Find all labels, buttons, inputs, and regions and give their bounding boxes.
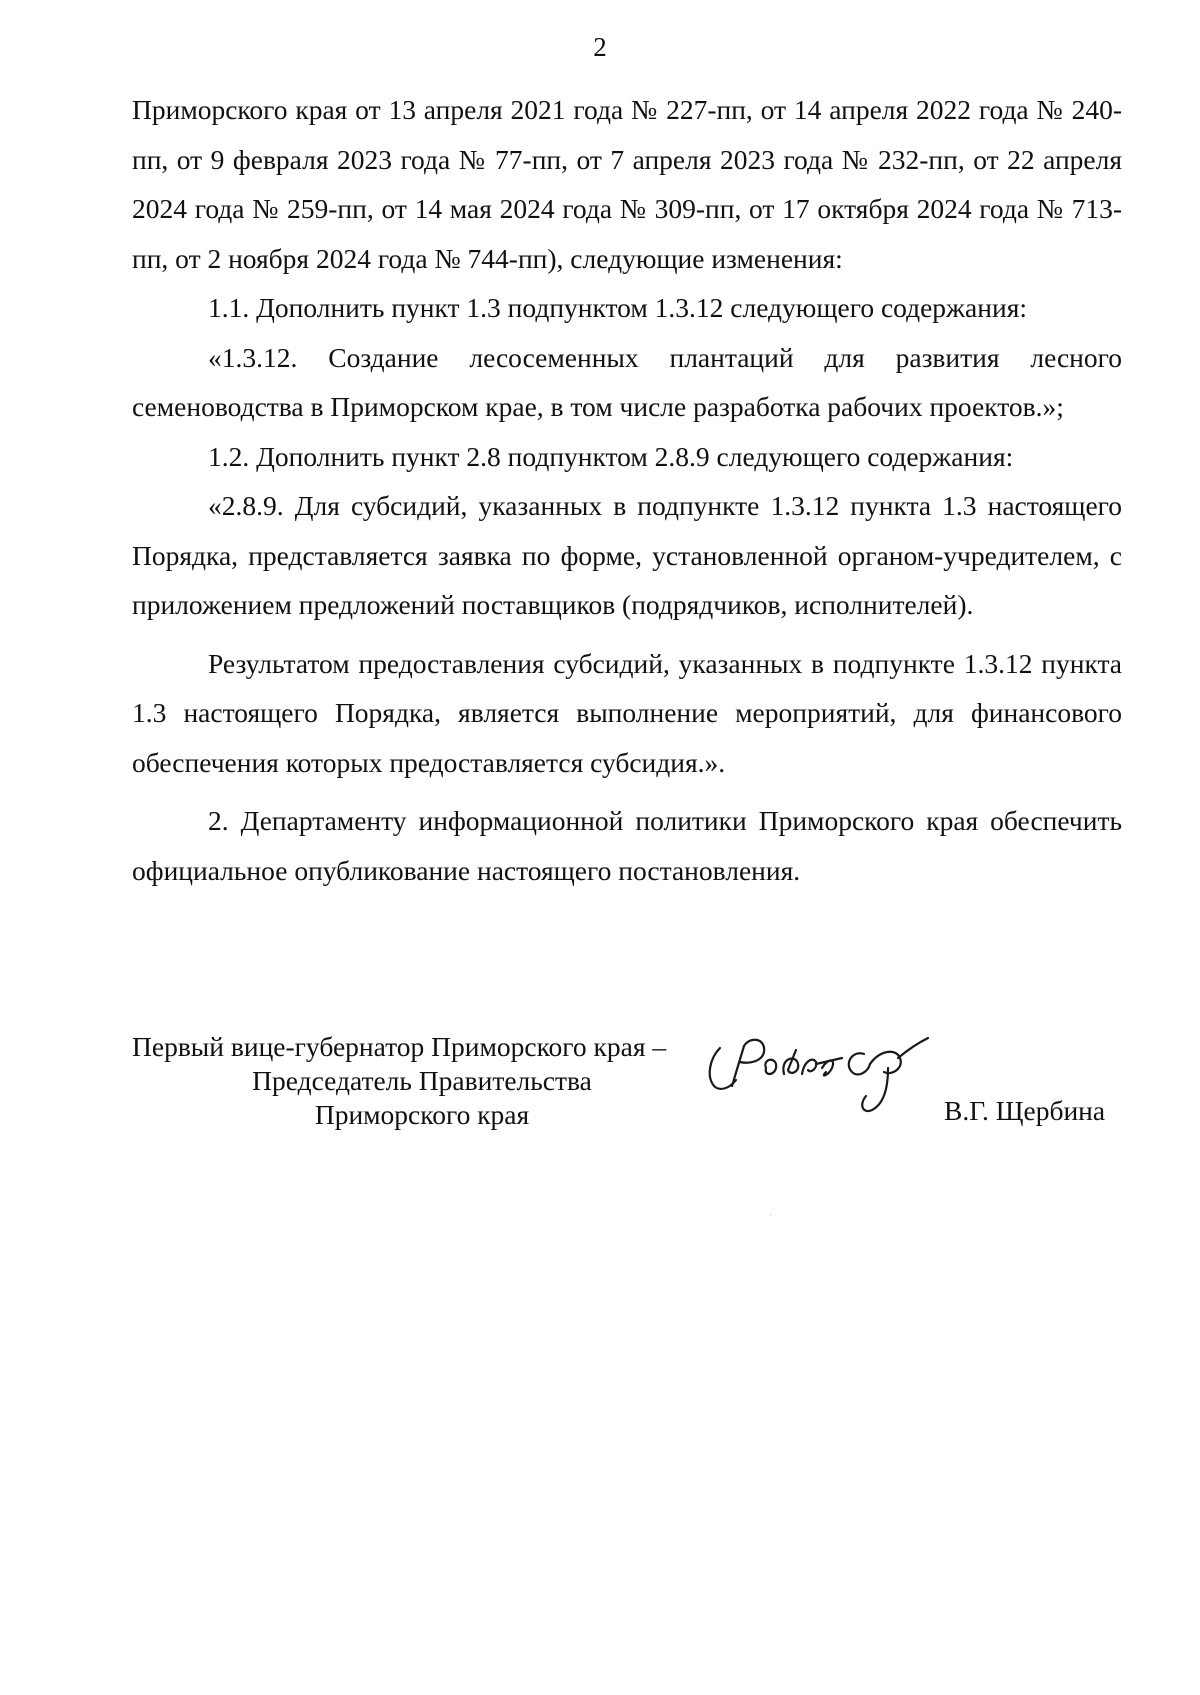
paragraph-item-1-1: 1.1. Дополнить пункт 1.3 подпунктом 1.3.12 следующего содержания:: [208, 292, 1027, 323]
paragraph-item-1-2: 1.2. Дополнить пункт 2.8 подпунктом 2.8.9 следующего содержания:: [208, 440, 1014, 472]
paragraph-item-1-3-12: «1.3.12. Создание лесосеменных плантаций для развития лесного семеноводства в Приморском крае, в том числе разработка рабочих проектов.»;: [132, 341, 1122, 422]
paragraph-result: Результатом предоставления субсидий, указанных в подпункте 1.3.12 пункта 1.3 настоящего Порядка, является выполнение мероприятий, для финансового обеспечения которых предоставляется субсидия.».: [132, 647, 1122, 778]
signer-title-line-2: Председатель Правительства: [252, 1065, 592, 1096]
handwritten-signature: [692, 1028, 942, 1118]
signer-name: В.Г. Щербина: [944, 1095, 1106, 1126]
paragraph-intro: Приморского края от 13 апреля 2021 года № 227-пп, от 14 апреля 2022 года № 240-пп, от 9 февраля 2023 года № 77-пп, от 7 апреля 2023 года № 232-пп, от 22 апреля 2024 года № 259-пп, от 14 мая 2024 года № 309-пп, от 17 октября 2024 года № 713-пп, от 2 ноября 2024 года № 744-пп), следующие изменения:: [132, 94, 1122, 274]
signer-title-line-1: Первый вице-губернатор Приморского края –: [132, 1031, 667, 1062]
page-number: 2: [593, 32, 607, 62]
scan-artifact: [770, 1214, 771, 1215]
signer-title: [132, 1030, 712, 1132]
signature-block: [132, 1030, 1122, 1170]
paragraph-item-2-8-9: «2.8.9. Для субсидий, указанных в подпункте 1.3.12 пункта 1.3 настоящего Порядка, представляется заявка по форме, установленной органом-учредителем, с приложением предложений поставщиков (подрядчиков, исполнителей).: [132, 490, 1122, 620]
paragraph-item-2: 2. Департаменту информационной политики Приморского края обеспечить официальное опубликование настоящего постановления.: [132, 805, 1122, 886]
document-body: [132, 85, 1122, 895]
signer-title-line-3: Приморского края: [314, 1099, 530, 1130]
